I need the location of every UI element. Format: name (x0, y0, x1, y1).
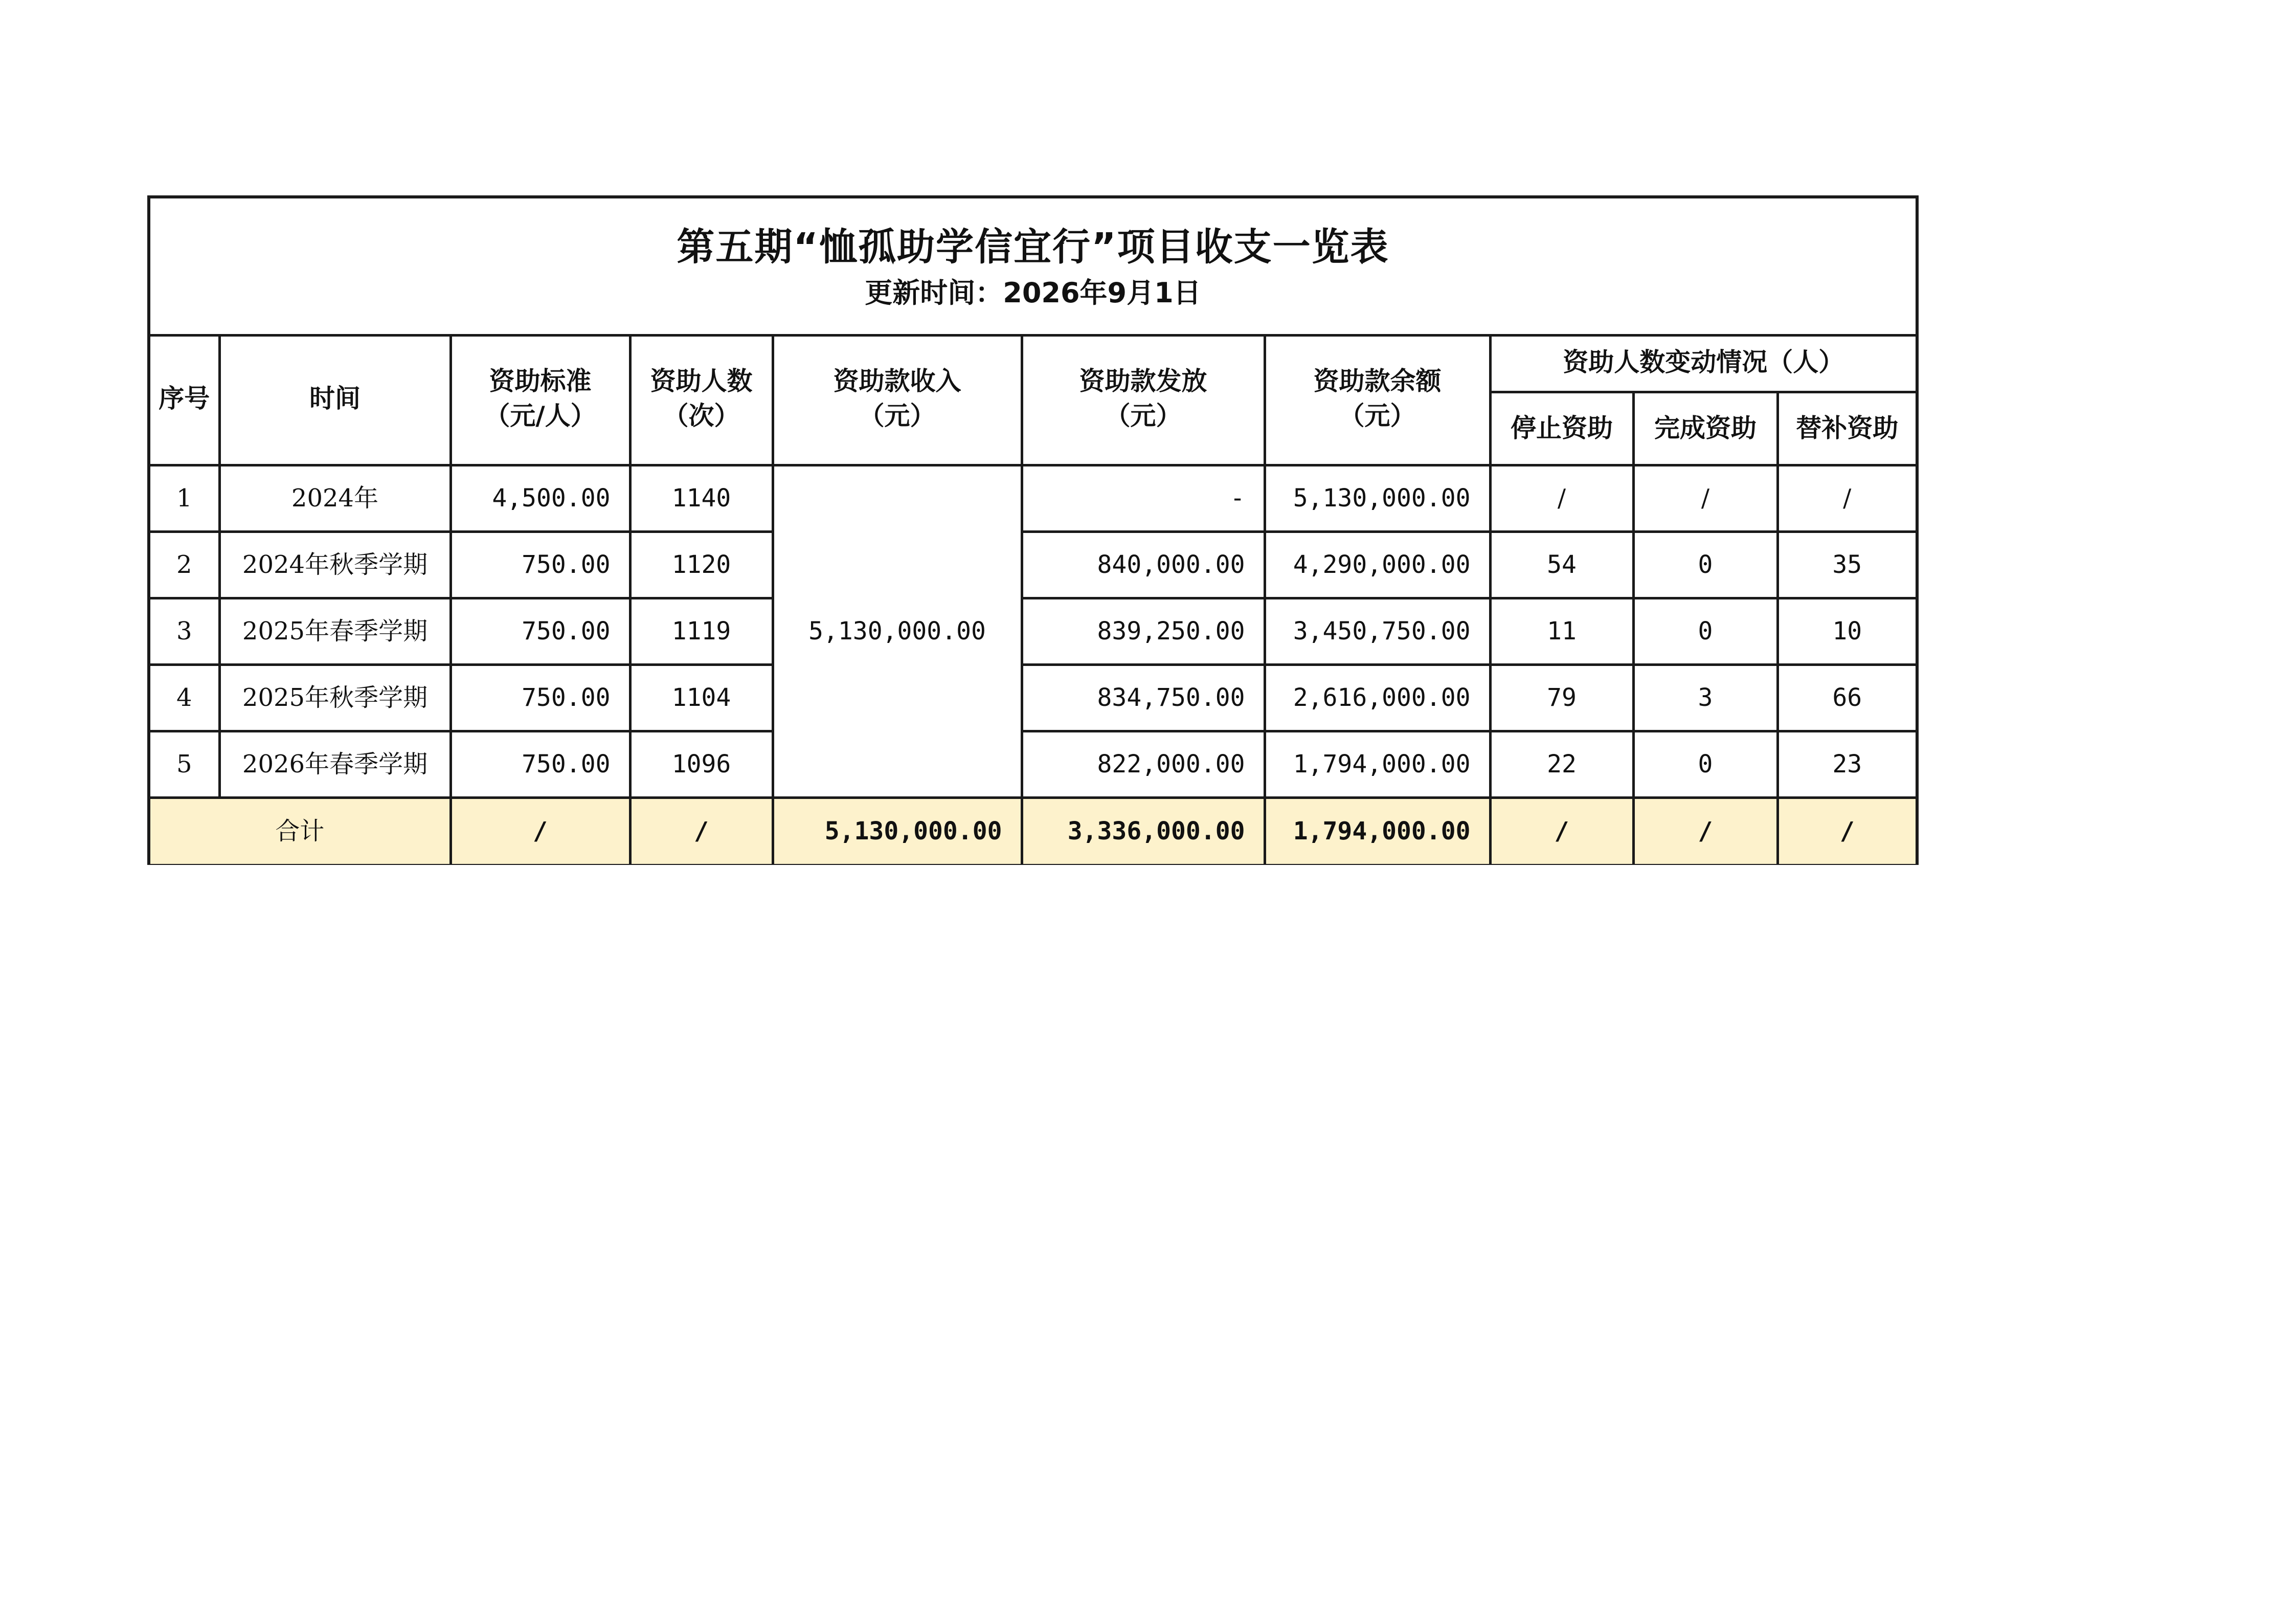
cell-balance: 3,450,750.00 (1265, 598, 1490, 664)
total-completed: / (1633, 797, 1777, 864)
header-change-group: 资助人数变动情况（人） (1490, 334, 1916, 392)
update-time: 更新时间：2026年9月1日 (865, 277, 1201, 309)
cell-seq: 5 (150, 731, 219, 797)
cell-disbursed: 839,250.00 (1022, 598, 1265, 664)
cell-replaced: 10 (1777, 598, 1916, 664)
cell-count: 1104 (630, 664, 773, 731)
cell-disbursed: 822,000.00 (1022, 731, 1265, 797)
cell-balance: 5,130,000.00 (1265, 465, 1490, 531)
header-seq: 序号 (150, 334, 219, 465)
cell-time: 2024年秋季学期 (219, 531, 451, 598)
table-row (150, 731, 1916, 797)
total-stopped: / (1490, 797, 1633, 864)
cell-seq: 2 (150, 531, 219, 598)
total-label: 合计 (150, 797, 451, 864)
data-table (150, 334, 1916, 864)
cell-balance: 2,616,000.00 (1265, 664, 1490, 731)
table-row (150, 465, 1916, 531)
header-balance-line2: （元） (1339, 401, 1416, 431)
header-disbursed-line2: （元） (1105, 401, 1182, 431)
cell-count: 1119 (630, 598, 773, 664)
table-row (150, 664, 1916, 731)
cell-time: 2025年春季学期 (219, 598, 451, 664)
header-balance-line1: 资助款余额 (1313, 366, 1442, 396)
total-income: 5,130,000.00 (773, 797, 1022, 864)
cell-balance: 4,290,000.00 (1265, 531, 1490, 598)
header-completed: 完成资助 (1633, 392, 1777, 465)
cell-time: 2026年春季学期 (219, 731, 451, 797)
cell-stopped: 11 (1490, 598, 1633, 664)
header-count-line1: 资助人数 (650, 366, 753, 396)
table-row (150, 531, 1916, 598)
header-standard-line1: 资助标准 (489, 366, 592, 396)
total-row (150, 797, 1916, 864)
cell-standard: 750.00 (451, 531, 630, 598)
cell-seq: 1 (150, 465, 219, 531)
cell-standard: 750.00 (451, 731, 630, 797)
cell-count: 1140 (630, 465, 773, 531)
cell-standard: 750.00 (451, 664, 630, 731)
cell-replaced: / (1777, 465, 1916, 531)
cell-stopped: 79 (1490, 664, 1633, 731)
total-standard: / (451, 797, 630, 864)
cell-seq: 3 (150, 598, 219, 664)
cell-count: 1120 (630, 531, 773, 598)
header-disbursed-line1: 资助款发放 (1079, 366, 1207, 396)
total-replaced: / (1777, 797, 1916, 864)
cell-income-merged: 5,130,000.00 (773, 465, 1022, 797)
cell-stopped: 54 (1490, 531, 1633, 598)
cell-completed: 3 (1633, 664, 1777, 731)
header-income (773, 334, 1022, 465)
header-standard (451, 334, 630, 465)
cell-completed: 0 (1633, 598, 1777, 664)
total-disbursed: 3,336,000.00 (1022, 797, 1265, 864)
header-time: 时间 (219, 334, 451, 465)
cell-replaced: 35 (1777, 531, 1916, 598)
cell-standard: 750.00 (451, 598, 630, 664)
cell-disbursed: 834,750.00 (1022, 664, 1265, 731)
cell-seq: 4 (150, 664, 219, 731)
spreadsheet-table (147, 195, 1919, 865)
cell-time: 2025年秋季学期 (219, 664, 451, 731)
header-income-line2: （元） (859, 401, 936, 431)
header-count (630, 334, 773, 465)
header-stopped: 停止资助 (1490, 392, 1633, 465)
cell-stopped: / (1490, 465, 1633, 531)
cell-completed: / (1633, 465, 1777, 531)
cell-balance: 1,794,000.00 (1265, 731, 1490, 797)
header-disbursed (1022, 334, 1265, 465)
cell-standard: 4,500.00 (451, 465, 630, 531)
header-replaced: 替补资助 (1777, 392, 1916, 465)
header-balance (1265, 334, 1490, 465)
cell-disbursed: - (1022, 465, 1265, 531)
cell-completed: 0 (1633, 531, 1777, 598)
header-income-line1: 资助款收入 (833, 366, 961, 396)
cell-count: 1096 (630, 731, 773, 797)
header-count-line2: （次） (663, 401, 740, 431)
cell-disbursed: 840,000.00 (1022, 531, 1265, 598)
cell-replaced: 66 (1777, 664, 1916, 731)
cell-completed: 0 (1633, 731, 1777, 797)
table-row (150, 598, 1916, 664)
page-title: 第五期“恤孤助学信宜行”项目收支一览表 (677, 225, 1389, 269)
title-block (150, 198, 1916, 337)
cell-stopped: 22 (1490, 731, 1633, 797)
cell-replaced: 23 (1777, 731, 1916, 797)
header-standard-line2: （元/人） (484, 401, 596, 431)
total-count: / (630, 797, 773, 864)
total-balance: 1,794,000.00 (1265, 797, 1490, 864)
cell-time: 2024年 (219, 465, 451, 531)
